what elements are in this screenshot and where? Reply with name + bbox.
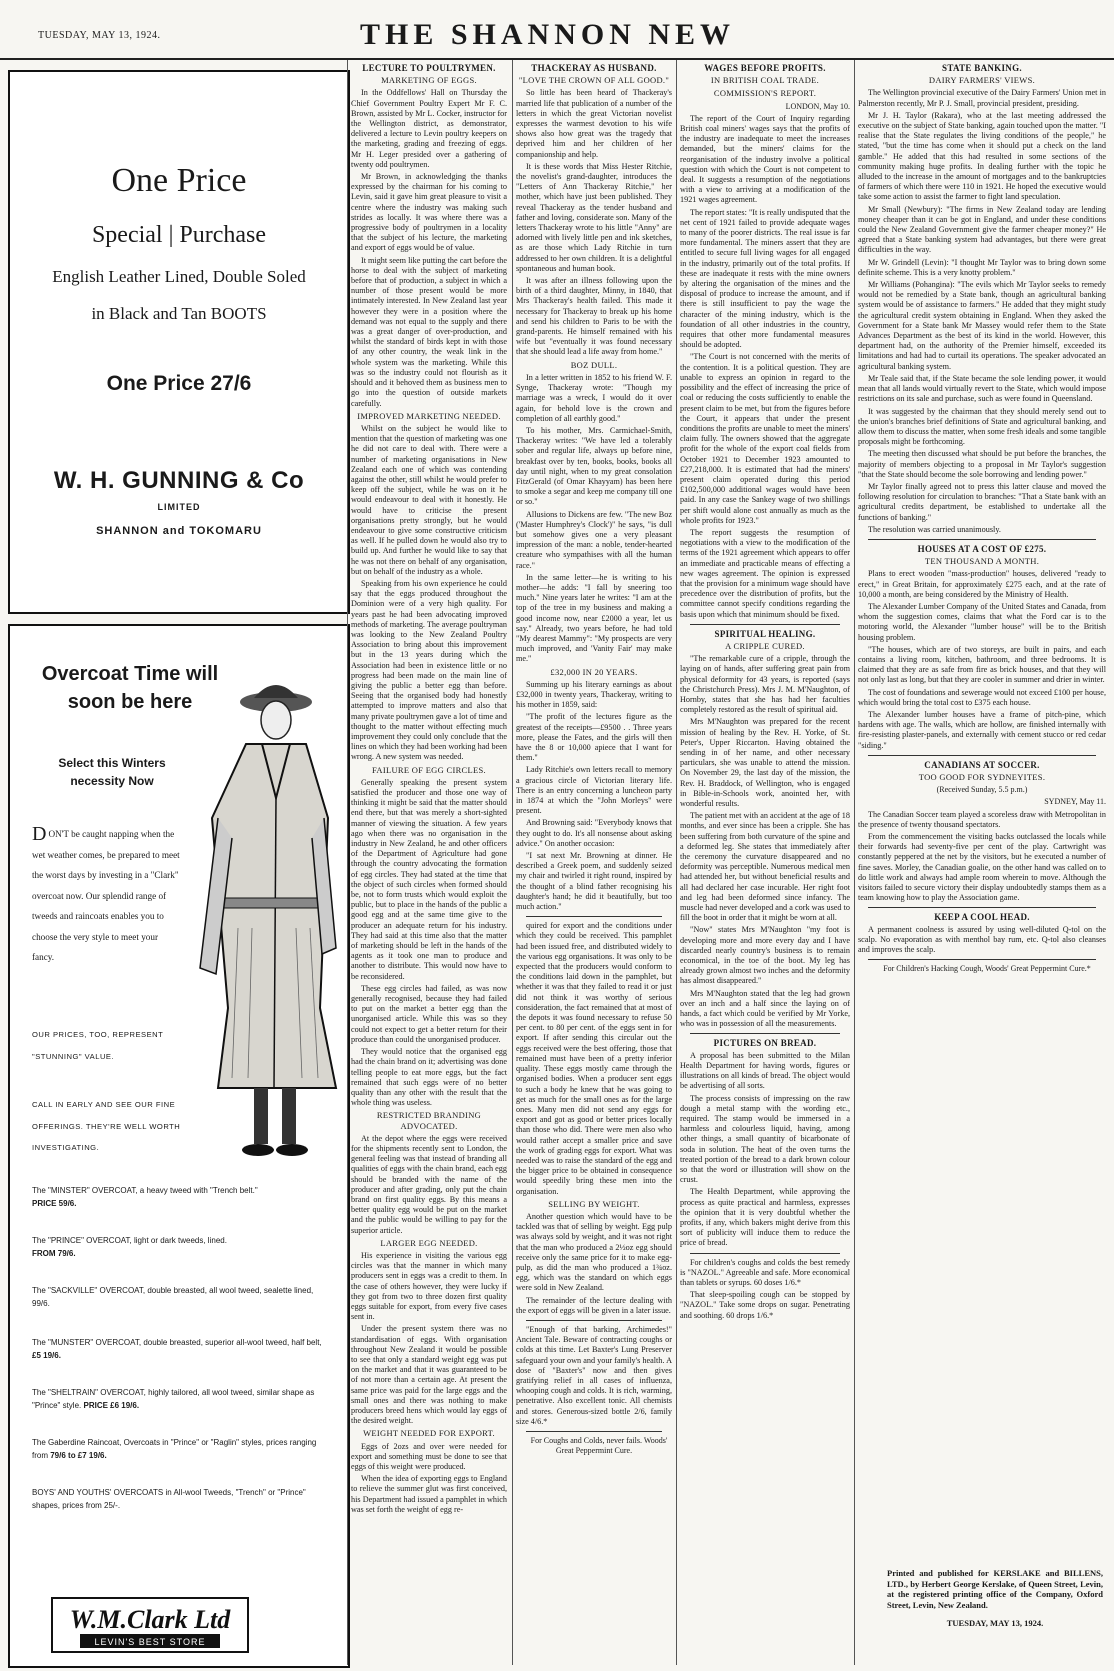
column-state-banking [858, 60, 1106, 1560]
woods-advert: For Children's Hacking Cough, Woods' Great Peppermint Cure.* [883, 964, 1091, 974]
footer-date: TUESDAY, MAY 13, 1924. [946, 1618, 1044, 1628]
overcoat-item: The Gaberdine Raincoat, Overcoats in "Prince" or "Raglin" styles, prices ranging from 79/6 to £7 19/6. [32, 1438, 317, 1460]
article-headline: THACKERAY AS HUSBAND. [531, 63, 657, 73]
svg-text:W.M.Clark Ltd: W.M.Clark Ltd [69, 1605, 231, 1634]
masthead-date: TUESDAY, MAY 13, 1924. [38, 30, 161, 41]
masthead-title: THE SHANNON NEW [360, 18, 736, 51]
article-headline: HOUSES AT A COST OF £275. [917, 543, 1047, 554]
article-body: The Wellington provincial executive of the Dairy Farmers' Union met in Palmerston recently, Mr P. J. Small, provincial president, presiding. Mr J. H. Taylor (Rakara), who at the last meeting addressed the executive on the subject of State banking, again touched upon the matter. "I realise that the State regulates the living conditions of the people," he stated, "but the time has come when it should put a check on the land gamble." He added that this had resulted in some sections of the community making huge profits. In dealing further with the topic he alluded to the increase in the amount of mortgages and to the bankruptcies of farmers of which there were 110 in 1921. He hoped the executive would take some action to assist the farmer to fight land speculation. Mr Small (Newbury): "The firms in New Zealand today are lending money cheaper than it can be got in England, and under these conditions could the New Zealand Government give the farmer cheaper money?" He agreed that a State banking system had advantages, but there were great difficulties in the way. Mr W. Grindell (Levin): "I thought Mr Taylor was to bring down some definite scheme. This is a very knotty problem." Mr Williams (Pohangina): "The evils which Mr Taylor seeks to remedy would not be remedied by a State bank, though an agricultural banking system would be of assistance to farmers." He added that they might study the agricultural credit system obtaining in England. When they asked the Government for a State bank Mr Massey would refer them to the State Advances Department as the best of its kind in the world. However, this department had, on the authority of the Premier himself, exceeded its limitations and had had to curtail its operations. The speaker advocated an agricultural banking system. Mr Teale said that, if the State became the sole lending power, it would mean that all lands would virtually revert to the State, which would impose restrictions on its sale and purchase, such as were found in Queensland. It was suggested by the chairman that they should merely send out to the union's branches brief definitions of State and agricultural banking, and allow them to discuss the matter, when some fresh ideals and some tangible proposals might be forthcoming. The meeting then discussed what should be put before the branches, the majority of members objecting to a proposal in Mr Taylor's suggestion "that the State should become the sole borrowing and lending power." Mr Taylor finally agreed not to press this latter clause and moved the following resolution for circulation to branches: "That a State bank with an agricultural credits department, be established to undertake all the functions of banking." The resolution was carried unanimously. [858, 88, 1106, 534]
article-headline: SPIRITUAL HEALING. [714, 628, 816, 639]
article-subheadline: "LOVE THE CROWN OF ALL GOOD." [518, 75, 670, 86]
article-headline: LECTURE TO POULTRYMEN. [362, 63, 496, 73]
article-continuation: quired for export and the conditions under which they could be received. This pamphlet had been issued free, and distributed widely to the various egg organisations. It was only to be expected that the producers would conform to the conditions laid down in the pamphlet, but whether it was that they failed to read it or just did not think it was worthy of serious consideration, the fact remained that at most of the depots it was found necessary to refuse 50 per cent. to 80 per cent. of the eggs sent in for export. If after sending this circular out the eggs received were the best offering, those that remained must have been of a pretty inferior quality. These eggs mostly came through the organised bodies. When a producer sent eggs to such a body he knew that he was going to get as much for the small ones as for the large ones. Many men did not send any eggs for export and got as good or better prices locally than those who did. There were men also who would rather accept a smaller price and save the work of grading eggs for export. What was needed was to raise the standard of the egg and the bigger price to be obtained in consequence would speedily bring these men into the organisation. SELLING BY WEIGHT. Another question which would have to be tackled was that of selling by weight. Egg pulp was always sold by weight, and it was not right that the man who produced a 2½oz egg should receive only the same price for it to make egg-pulp, as did the man who produced a 1¾oz. egg, which was the standard on which eggs were sold in New Zealand. The remainder of the lecture dealing with the export of eggs will be given in a later issue. "Enough of that barking, Archimedes!" Ancient Tale. Beware of contracting coughs or colds at this time. Let Baxter's Lung Preserver safeguard your own and your family's health. A dose of "Baxter's" now and then gives gratifying relief in all cases of influenza, whooping cough and colds. It is rich, warming, penetrative. Also excellent tonic. All chemists and stores. Generous-sized bottle 2/6, family size 4/6.* For Coughs and Colds, never fails. Woods' Great Peppermint Cure. [516, 921, 672, 1456]
nazol-advert: For children's coughs and colds the best remedy is "NAZOL." Agreeable and safe. More economical than tablets or syrups. 60 doses 1/6.* [680, 1257, 850, 1287]
article-headline: STATE BANKING. [942, 63, 1022, 73]
ad-price: One Price 27/6 [106, 372, 252, 395]
clark-logo [50, 1596, 250, 1654]
article-headline: WAGES BEFORE PROFITS. [704, 63, 826, 73]
article-subheadline: TEN THOUSAND A MONTH. [924, 556, 1040, 567]
nazol-advert: That sleep-spoiling cough can be stopped by "NAZOL." Take some drops on sugar. Penetrating and soothing. 60 drops 1/6.* [680, 1290, 850, 1320]
column-poultry [351, 60, 507, 1665]
article-subheadline: A CRIPPLE CURED. [725, 640, 805, 651]
masthead [0, 8, 1114, 60]
column-rule [676, 60, 677, 1665]
overcoat-item: The "MUNSTER" OVERCOAT, double breasted, superior all-wool tweed, half belt, £5 19/6. [32, 1338, 322, 1360]
article-body: "The remarkable cure of a cripple, through the laying on of hands, after suffering great pain from physical deformity for 43 years, is reported (says the Christchurch Press). Mrs J. M. M'Naughton, of Hornby, states that she has had her faculties completely restored as the result of spiritual aid. Mrs M'Naughton was prepared for the recent mission of healing by the Rev. H. Yorke, of St. Peter's, Upper Riccarton. Having obtained the sending in of her name, and other necessary particulars, she was unable to attend the mission. On November 29, the last day of the mission, the Rev. H. Braddock, of Wellington, who is engaged in Bible-in-Schools work, anointed her, with wonderful results. The patient met with an accident at the age of 18 months, and ever since has been a cripple. She has been suffering from both curvature of the spine and a deformed leg. She states that immediately after the ceremony the curvature disappeared and no deformity was perceptible. Numerous medical men had attended her, but without beneficial results and all had declared her case incurable. Her right foot and leg had been deformed since infancy. The muscle had never developed and a cork was used to fill the boot in order that it might be worn at all. "Now" states Mrs M'Naughton "my foot is developing more and more every day and I have discarded nearly country's business is to remain economical, in the toe of the boot. My leg has already grown almost two inches and the deformity has almost disappeared." Mrs M'Naughton stated that the leg had grown over an inch and a half since the laying on of hands, a fact which could be verified by Mr Yorke, who was in possession of all the measurements. [680, 654, 850, 1029]
article-body: So little has been heard of Thackeray's married life that publication of a number of the letters in which the great Victorian novelist expresses the warmest devotion to his wife shows also how great was the tragedy that deprived him and her children of her companionship and help. It is these words that Miss Hester Ritchie, the novelist's grand-daughter, introduces the "Letters of Ann Thackeray Ritchie," her mother, which have just been published. They reveal Thackeray as the tender husband and father and loving, considerate son. Many of the letters Thackeray wrote to his little "Anny" are adorned with lively little pen and ink sketches, as are those which Lady Ritchie in turn addressed to her own children. It is a delightful spontaneous and human book. It was after an illness following upon the birth of a third daughter, Minny, in 1840, that Mrs Thackeray's health failed. This made it necessary for Thackeray to break up his home and send his children to Paris to be with the grand-parents. He himself remained with his wife but "eventually it was found necessary that she should lead a life away from home." BOZ DULL. In a letter written in 1852 to his friend W. F. Synge, Thackeray wrote: "Though my marriage was a wreck, I would do it over again, for behold love is the crown and completion of all earthly good." To his mother, Mrs. Carmichael-Smith, Thackeray writes: "We have led a tolerably sober and regular life, always up before nine, breakfast over by ten, books, books, books all day until night, when to my great consolation FitzGerald (of Omar Khayyam) has been here to smoke a segar and keep me company till one or so." Allusions to Dickens are few. "The new Boz ('Master Humphrey's Clock')" he says, "is dull but somehow gives one a very pleasant impression of the man: a noble, tender-hearted creature who sympathises with all the human race." In the same letter—he is writing to his mother—he adds: "I fall by sneering too much." Nine years later he writes: "I am at the top of the tree in my business and making a good income now, near £2000 a year, let us say." Already, two years before, he had told "My dearest Mammy": "My prospects are very much improved, and 'Vanity Fair' may make me." £32,000 IN 20 YEARS. Summing up his literary earnings as about £32,000 in twenty years, Thackeray, writing to his mother in 1859, said: "The profit of the lectures figure as the greatest of the receipts—£9500 . . Three years more, please the Fates, and the girls will then have the 8 or 10,000 apiece that I want for them." Lady Ritchie's own letters recall to memory a gracious circle of Victorian literary life. There is an entry concerning a luncheon party in 1874 at which the "John Morleys" were present. And Browning said: "Everybody knows that they ought to do. It's all nonsense about asking advice." On another occasion: "I sat next Mr. Browning at dinner. He described a Greek poem, and suddenly seized my chair and twirled it right round, inspired by the thought of a blind father recognising his daughter's hand; he did it beautifully, but too much action." [516, 88, 672, 912]
ad-special-purchase: Special | Purchase [91, 222, 267, 248]
column-thackeray [516, 60, 672, 1665]
column-rule [854, 60, 855, 1665]
woods-advert: For Coughs and Colds, never fails. Woods' Great Peppermint Cure. [530, 1436, 668, 1456]
column-rule [347, 60, 348, 1665]
article-body: The report of the Court of Inquiry regarding British coal miners' wages says that the profits of the industry are inadequate to meet the increases demanded, but the miners' claims for the reorganisation of the industry involve a political question with which the Court is not competent to deal. It suggests a resumption of the negotiations with a view to arriving at a modification of the 1921 wages agreement. The report states: "It is really undisputed that the net cent of 1921 failed to provide adequate wages to many of the poorer districts. The real issue is far more fundamental. The miners assert that they are entitled to secure full living wages for all engaged in the industry, primarily out of the total profits. If these are inadequate it rests with the mine owners by altering the organisation of the mines and the disposal of produce to increase the amount, and if there is still insufficient to pay the wage the character of the mining industry, which is the foundation of all other industries in the country, requires that other more fundamental measures should be adopted. "The Court is not concerned with the merits of the contention. It is a political question. They are unable to express an opinion in regard to the possibility and the effect of increasing the price of coal or reducing the costs sufficiently to enable the present claim to be met, but from the figures before the Court, it appears that under the present conditions the profits are unable to meet the miners' claim fully. The owners showed that the aggregate profit for the whole of the export coal fields from October 1921 to December 1923 amounted to £27,218,000. It is estimated that had the miners' present claim operated during this period £102,500,000 additional wages would have been paid. In any case the Sankey wage of two shillings per shift would alone cost annually as much as the whole profits for 1923." The report suggests the resumption of negotiations with a view to the modification of the terms of the 1921 agreement which appears to offer an immediate and practicable means of effecting a new wages agreement. The opinion is expressed that the provision for a minimum wage should have precedence over the distribution of profits, but the committee cannot specify conditions regarding the basis upon which that minimum should be fixed. [680, 113, 850, 619]
ad-overcoat-body [32, 824, 182, 968]
article-subheadline: TOO GOOD FOR SYDNEYITES. [918, 772, 1046, 782]
ad-caps-prices: OUR PRICES, TOO, REPRESENT "STUNNING" VALUE. [32, 1030, 164, 1061]
article-headline: CANADIANS AT SOCCER. [924, 759, 1040, 770]
drop-cap: D [32, 823, 47, 845]
divider [526, 916, 662, 917]
ad-overcoat-headline: Overcoat Time will soon be here [41, 663, 219, 713]
ad-towns: SHANNON and TOKOMARU [96, 525, 262, 537]
column-rule [512, 60, 513, 1665]
clark-advertisement [8, 624, 350, 1668]
received-note: (Received Sunday, 5.5 p.m.) [936, 785, 1028, 795]
article-subheadline: MARKETING OF EGGS. [381, 75, 477, 86]
gunning-advertisement [8, 70, 350, 614]
dateline: LONDON, May 10. [785, 101, 850, 111]
overcoat-item: The "SHELTRAIN" OVERCOAT, highly tailored, all wool tweed, similar shape as "Prince" style. PRICE £6 19/6. [32, 1388, 315, 1410]
article-subheadline: IN BRITISH COAL TRADE. [710, 75, 820, 86]
article-headline: PICTURES ON BREAD. [713, 1038, 817, 1049]
qtol-advert: A permanent coolness is assured by using well-diluted Q-tol on the scalp. No evaporation as with menthol bay rum, etc. Q-tol also cleanses and improves the scalp. [858, 924, 1106, 955]
overcoat-item: The "PRINCE" OVERCOAT, light or dark tweeds, lined. FROM 79/6. [32, 1236, 227, 1258]
article-body: A proposal has been submitted to the Milan Health Department for having words, figures or illustrations on all kinds of bread. The object would be advertising of all sorts. The process consists of impressing on the raw dough a metal stamp with the wording etc., required. The stamp would be immersed in a harmless and colourless liquid, having, among other things, a small quantity of bicarbonate of soda in solution. The heat of the oven turns the treated portion of the bread to a dark brown colour so that the word or illustration will show on the crust. The Health Department, while approving the process as quite practical and harmless, expresses the opinion that it is very doubtful whether the profits, if any, which bakers might derive from this sort of publicity will induce them to reduce the price of bread. For children's coughs and colds the best remedy is "NAZOL." Agreeable and safe. More economical than tablets or syrups. 60 doses 1/6.* That sleep-spoiling cough can be stopped by "NAZOL." Take some drops on sugar. Penetrating and soothing. 60 drops 1/6.* [680, 1050, 850, 1320]
ad-boots-line: in Black and Tan BOOTS [91, 304, 267, 323]
article-body: In the Oddfellows' Hall on Thursday the Chief Government Poultry Expert Mr F. C. Brown, assisted by Mr L. Cocker, instructor for the Wellington district, as demonstrator, delivered a lecture to Levin poultry keepers on the marketing, grading and freezing of eggs. Mr H. Leger presided over a gathering of twenty odd poultrymen. Mr Brown, in acknowledging the thanks expressed by the chairman for his coming to Levin, said it gave him great pleasure to visit a centre where the industry was making such strides as locally. It was where there was a progressive body of poultrymen in a locality that the subject of his lecture, the marketing and export of eggs would be of value. It might seem like putting the cart before the horse to deal with the subject of marketing before that of production, a subject in which a number of those present would be more intimately interested. In New Zealand last year however they were in a position where the demand was not equal to the supply and there was a great danger of over-production, and whilst the standard of birds kept in with those of any other country, the weak link in the whole system was the marketing. While this was so the industry could not flourish as it should and it behoved them as business men to go into the question of outside markets carefully. IMPROVED MARKETING NEEDED. Whilst on the subject he would like to mention that the question of marketing was one he did not care to deal with. There were a number of marketing organisations in New Zealand each one of which was contending against the other, still whilst he would prefer to keep off the subject, while he was on it he would endeavour to deal with it honestly. He would have to criticise the present organisations pretty strongly, but he would endeavour to give some constructive criticism as well. If he pulled down he would also try to build up. And further he would like to say that he was not there on behalf of any organisation, but on behalf of the industry as a whole. Speaking from his own experience he could say that the eggs produced throughout the Dominion were of a very high quality. For years past he had been advocating improved methods of marketing. The average poultryman was looking to the New Zealand Poultry Association to bring about this improvement but in the 13 years during which the Association had been in existence little or no progress had been made on the main line of giving the public a better egg than before. Seeing that the organised body had honestly attempted to improve matters and also that many private poultrymen gave a lot of time and thought to the matter without effecting much improvement they could only conclude that the lines on which they had been working had been wrong. A new system was needed. FAILURE OF EGG CIRCLES. Generally speaking the present system satisfied the producer and those one way of thinking it might be said that the matter should end there, but that was merely a short-sighted manner of viewing the situation. A few years ago when there was no organisation in the industry in New Zealand, he and other officers of the Department of Agriculture had gone through the country advocating the formation of egg circles. They had stated at the time that the object of such circles when formed should be, not to form trusts which would exploit the public, but to place in the hands of the public a good egg and at the same time give to the producer an adequate return for his industry. They had said at this time also that the matter of marketing should be left in the hands of the agents as it took one man to produce and another to distribute. This would now have to be reconsidered. These egg circles had failed, as was now generally recognised, because they had failed to put on the market a better egg than the unorganised article. While this was so they could not expect to get a better return for their produce than could the unorganised producer. They would notice that the organised egg had the chain brand on it; advertising was done telling people to eat more eggs, but the fact remained that such eggs were of no better quality than any other with the result that the whole thing was useless. RESTRICTED BRANDING ADVOCATED. At the depot where the eggs were received for the shipments recently sent to London, the general feeling was that instead of branding all qualities of eggs with the chain brand, each egg should be branded with the name of the producer and after grading, only put the chain brand on first quality eggs. By this means a better quality egg would be put on the market and the public would be willing to pay for the superior article. LARGER EGG NEEDED. His experience in visiting the various egg circles was that the manner in which many producers sent in eggs was a credit to them. In the case of others however, they were lucky if they got from two to three dozen first quality eggs suitable for export, from every five cases sent in. Under the present system there was no standardisation of eggs. With organisation throughout New Zealand it would be possible to see that only a standard weight egg was put on the market and that it was guaranteed to be of not more than a certain age. At present the same price was paid for the large eggs and the small ones and there was nothing to make producers breed hens which would lay eggs of the desired weight. WEIGHT NEEDED FOR EXPORT. Eggs of 2ozs and over were needed for export and something must be done to see that eggs of this weight were produced. When the idea of exporting eggs to England to relieve the summer glut was first conceived, his Department had issued a pamphlet in which was set forth the weight of egg re- [351, 88, 507, 1514]
overcoat-man-illustration [188, 668, 338, 1168]
article-headline: KEEP A COOL HEAD. [934, 912, 1030, 923]
dateline: SYDNEY, May 11. [1044, 797, 1106, 807]
ad-body-text: ON'T be caught napping when the wet weather comes, be prepared to meet the worst days by investing in a "Clark" overcoat now. Our splendid range of tweeds and raincoats enables you to choose the very style to meet your fancy. [32, 829, 180, 962]
ad-leather-line: English Leather Lined, Double Soled [52, 267, 306, 286]
article-subheadline: COMMISSION'S REPORT. [713, 88, 817, 99]
ad-company-name: W. H. GUNNING & Co [53, 467, 305, 494]
publisher-notice: Printed and published for KERSLAKE and BILLENS, LTD., by Herbert George Kerslake, of Queen Street, Levin, at the registered printing office of the Company, Oxford Street, Levin, New Zealand. TUESDAY, MAY 13, 1924. [887, 1568, 1103, 1628]
article-body: The Canadian Soccer team played a scoreless draw with Metropolitan in the presence of twenty thousand spectators. From the commencement the visiting backs outclassed the locals while their forwards had seventy-five per cent of the play. Cartwright was constantly peppered at the net by the visitors, but he executed a number of fine saves. Morley, the Canadian goalie, on the other hand was called on to do little work and always had ample room wherein to move. Although the visitors failed to secure victory their display undoubtedly stamps them as a team knowing how to play the Association game. [858, 809, 1106, 903]
article-subheadline: DAIRY FARMERS' VIEWS. [928, 75, 1036, 86]
ad-one-price: One Price [111, 162, 247, 199]
ad-limited: LIMITED [157, 502, 201, 512]
overcoat-item: The "SACKVILLE" OVERCOAT, double breasted, all wool tweed, sealette lined, 99/6. [32, 1286, 314, 1308]
article-body: Plans to erect wooden "mass-production" houses, delivered "ready to erect," in Great Britain, for approximately £275 each, and at the rate of 10,000 a month, are being considered by the Ministry of Health. The Alexander Lumber Company of the United States and Canada, from whom the suggestion comes, claims that what the Ford car is to the motoring world, the Alexander "lumber house" will be to the British housing problem. "The houses, which are of two storeys, are built in pairs, and each contains a living room, kitchen, bathroom, and three bedrooms. It is claimed that they are as safe from fire as brick houses, and that they will not only last as long, but that they are cooler in summer and drier in winter. The cost of foundations and sewerage would not exceed £100 per house, which would bring the total cost to £375 each house. The Alexander lumber houses have a frame of pitch-pine, which hardens with age. The walls, which are hollow, are finished internally with fire-resisting plaster-panels, and externally with cement stucco or red cedar "siding." [858, 569, 1106, 750]
overcoat-item: The "MINSTER" OVERCOAT, a heavy tweed with "Trench belt." PRICE 59/6. [32, 1186, 258, 1208]
baxter-advert: "Enough of that barking, Archimedes!" Ancient Tale. Beware of contracting coughs or colds at this time. Let Baxter's Lung Preserver safeguard your own and your family's health. A dose of "Baxter's" now and then gives gratifying relief in all cases of influenza, whooping cough and colds. It is rich, warming, penetrative. Also excellent tonic. All chemists and stores. Generous-sized bottle 2/6, family size 4/6.* [516, 1324, 672, 1426]
overcoat-item: BOYS' AND YOUTHS' OVERCOATS in All-wool Tweeds, "Trench" or "Prince" shapes, prices from 25/-. [32, 1488, 306, 1510]
ad-caps-call: CALL IN EARLY AND SEE OUR FINE OFFERINGS. THEY'RE WELL WORTH INVESTIGATING. [32, 1100, 181, 1152]
ad-overcoat-sub: Select this Winters necessity Now [58, 756, 166, 788]
column-wages [680, 60, 850, 1665]
svg-text:LEVIN'S BEST STORE: LEVIN'S BEST STORE [94, 1637, 206, 1647]
